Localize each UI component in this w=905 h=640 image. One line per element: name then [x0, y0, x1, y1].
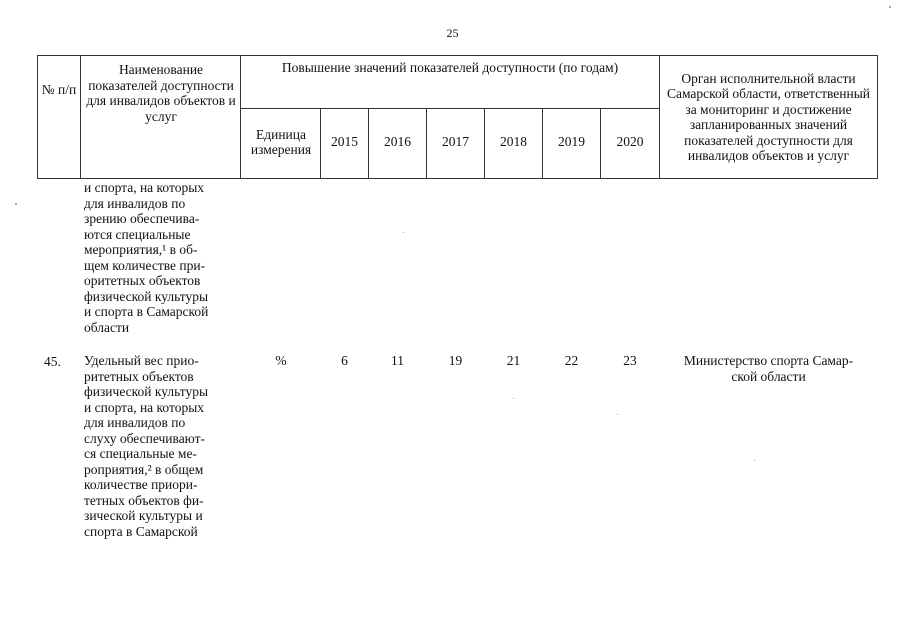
scan-speck — [513, 398, 514, 399]
header-authority: Орган исполнительной власти Самарской области, ответственный за мониторинг и достижение запланированных значений показателей доступности для инвалидов объектов и услуг — [666, 70, 871, 163]
header-year-2019: 2019 — [558, 134, 585, 150]
row-value-2018: 21 — [506, 353, 521, 368]
row-value-2020: 23 — [623, 353, 637, 368]
header-year-2020: 2020 — [616, 134, 644, 150]
scan-speck — [403, 232, 404, 233]
scan-speck — [617, 414, 618, 415]
row-value-2019: 22 — [564, 353, 579, 368]
continuation-text: и спорта, на которых для инвалидов по зрению обеспечива- ются специальные мероприятия,¹ в об- щем количестве при- оритетных объектов физической культуры и спорта в Самарской области — [84, 180, 209, 335]
header-number: № п/п — [41, 82, 77, 98]
header-year-2018: 2018 — [500, 134, 527, 150]
scan-speck — [754, 460, 755, 461]
row-number: 45. — [44, 354, 61, 369]
row-value-2017: 19 — [448, 353, 463, 368]
scan-speck — [15, 203, 17, 205]
header-year-2017: 2017 — [442, 134, 469, 150]
row-indicator-name: Удельный вес прио- ритетных объектов физической культуры и спорта, на которых для инвалидов по слуху обеспечивают- ся специальные ме- роприятия,² в общем количестве приори- тетных объектов фи- зической культуры и спорта в Самарской — [84, 353, 209, 539]
scan-speck — [889, 6, 891, 8]
page-number: 25 — [446, 26, 459, 40]
row-unit: % — [275, 353, 287, 368]
row-value-2016: 11 — [391, 353, 404, 368]
header-year-2015: 2015 — [331, 134, 358, 150]
header-year-2016: 2016 — [384, 134, 411, 150]
row-value-2015: 6 — [341, 353, 348, 368]
header-indicator-name: Наименование показателей доступности для инвалидов объектов и услуг — [86, 62, 236, 124]
header-group-title: Повышение значений показателей доступности (по годам) — [281, 60, 619, 76]
header-unit: Единица измерения — [250, 126, 312, 157]
row-authority: Министерство спорта Самар- ской области — [683, 353, 854, 384]
